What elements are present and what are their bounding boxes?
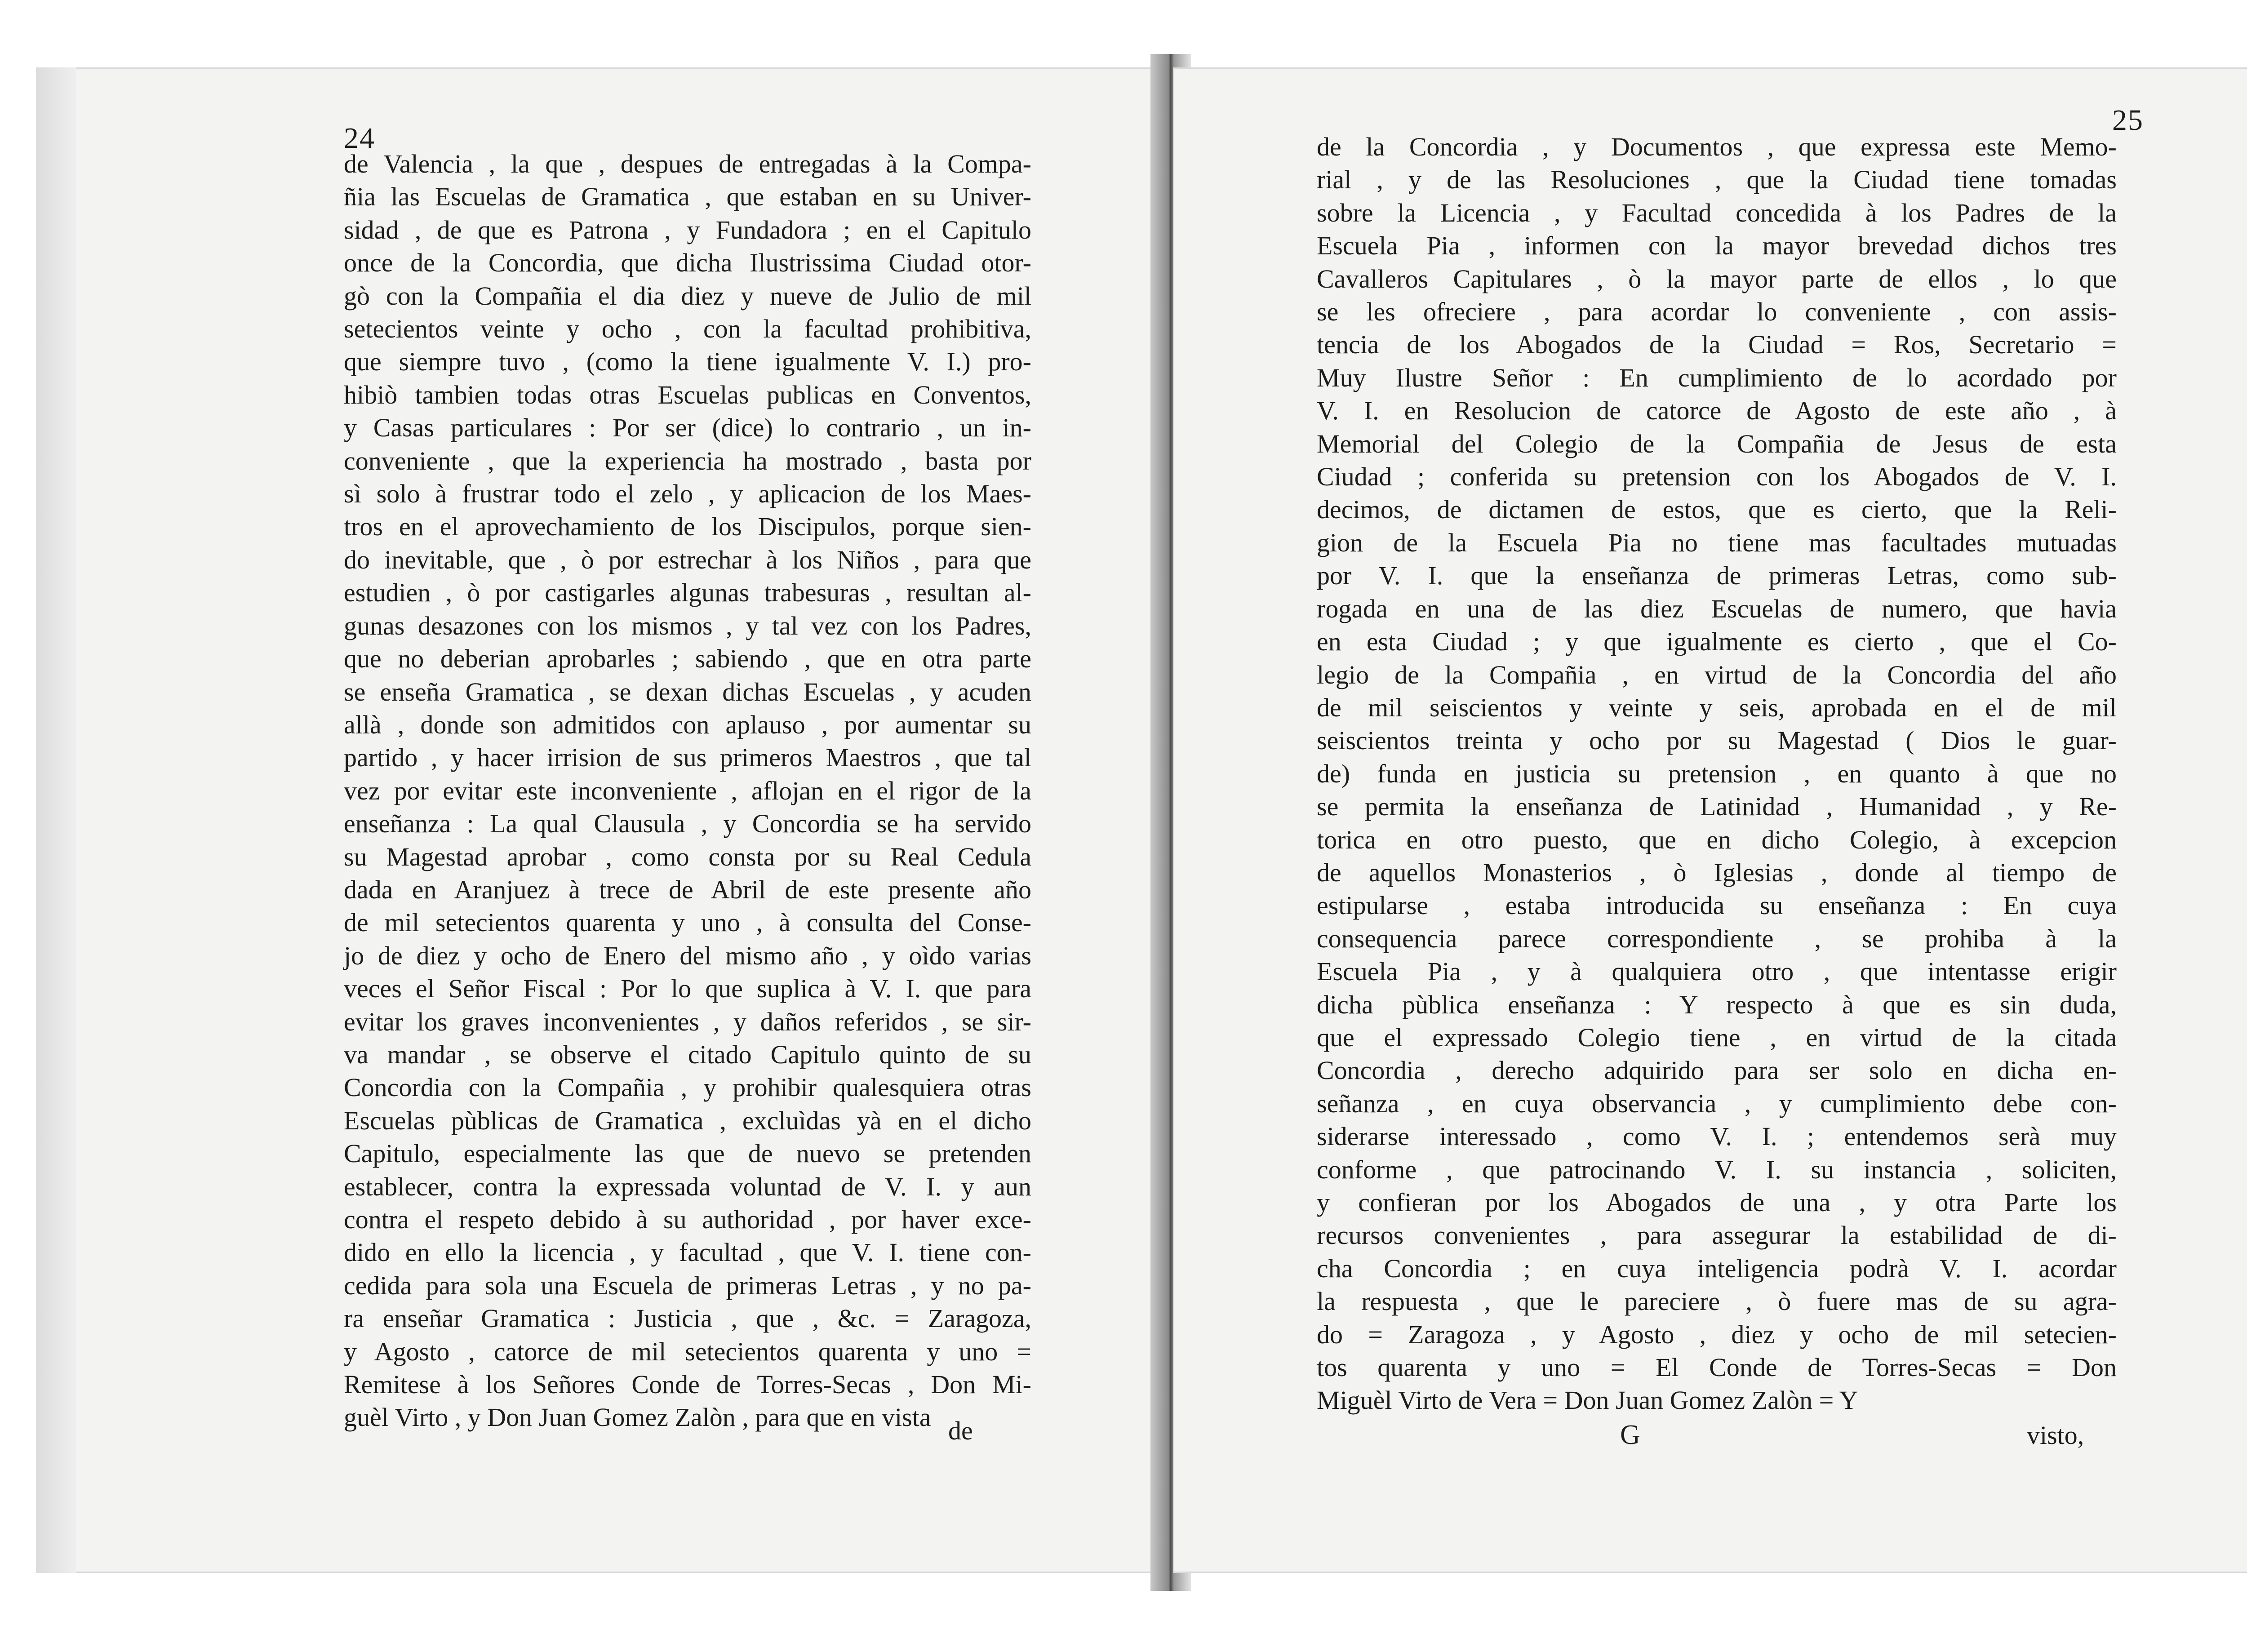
text-line: se les ofreciere , para acordar lo conveniente , con assis- xyxy=(1317,297,2117,327)
text-line: partido , y hacer irrision de sus primeros Maestros , que tal xyxy=(344,743,1031,773)
text-line: seiscientos treinta y ocho por su Magestad ( Dios le guar- xyxy=(1317,726,2117,755)
text-line: gion de la Escuela Pia no tiene mas facultades mutuadas xyxy=(1317,528,2117,557)
text-line: veces el Señor Fiscal : Por lo que suplica à V. I. que para xyxy=(344,974,1031,1004)
text-line: torica en otro puesto, que en dicho Colegio, à excepcion xyxy=(1317,825,2117,854)
text-line: Cavalleros Capitulares , ò la mayor parte de ellos , lo que xyxy=(1317,264,2117,293)
text-line: en esta Ciudad ; y que igualmente es cierto , que el Co- xyxy=(1317,627,2117,657)
text-line: cha Concordia ; en cuya inteligencia podrà V. I. acordar xyxy=(1317,1253,2117,1283)
text-line: Miguèl Virto de Vera = Don Juan Gomez Zalòn = Y xyxy=(1317,1386,1858,1415)
text-line: de aquellos Monasterios , ò Iglesias , donde al tiempo de xyxy=(1317,857,2117,887)
text-line: gunas desazones con los mismos , y tal vez con los Padres, xyxy=(344,611,1031,640)
text-line: do = Zaragoza , y Agosto , diez y ocho de mil setecien- xyxy=(1317,1319,2117,1349)
left-page-number: 24 xyxy=(344,122,375,155)
text-line: siderarse interessado , como V. I. ; entendemos serà muy xyxy=(1317,1122,2117,1151)
text-line: V. I. en Resolucion de catorce de Agosto de este año , à xyxy=(1317,396,2117,426)
text-line: allà , donde son admitidos con aplauso , por aumentar su xyxy=(344,710,1031,739)
text-line: Escuela Pia , y à qualquiera otro , que intentasse erigir xyxy=(1317,957,2117,986)
text-line: estipularse , estaba introducida su enseñanza : En cuya xyxy=(1317,891,2117,920)
text-line: consequencia parece correspondiente , se prohiba à la xyxy=(1317,924,2117,953)
left-catchword: de xyxy=(948,1416,973,1445)
text-line: setecientos veinte y ocho , con la facultad prohibitiva, xyxy=(344,314,1031,344)
text-line: Escuela Pia , informen con la mayor brevedad dichos tres xyxy=(1317,231,2117,261)
text-line: de) funda en justicia su pretension , en quanto à que no xyxy=(1317,759,2117,788)
text-line: sobre la Licencia , y Facultad concedida à los Padres de la xyxy=(1317,198,2117,227)
text-line: rogada en una de las diez Escuelas de numero, que havia xyxy=(1317,594,2117,623)
text-line: Capitulo, especialmente las que de nuevo se pretenden xyxy=(344,1139,1031,1168)
text-line: ra enseñar Gramatica : Justicia , que , &c. = Zaragoza, xyxy=(344,1304,1031,1333)
text-line: se permita la enseñanza de Latinidad , Humanidad , y Re- xyxy=(1317,792,2117,822)
text-line: Concordia , derecho adquirido para ser solo en dicha en- xyxy=(1317,1056,2117,1085)
signature-mark: G xyxy=(1620,1420,1640,1450)
text-line: Muy Ilustre Señor : En cumplimiento de lo acordado por xyxy=(1317,363,2117,392)
text-line: ñia las Escuelas de Gramatica , que estaban en su Univer- xyxy=(344,182,1031,212)
text-line: sì solo à frustrar todo el zelo , y aplicacion de los Maes- xyxy=(344,479,1031,509)
text-line: decimos, de dictamen de estos, que es cierto, que la Reli- xyxy=(1317,495,2117,524)
text-line: jo de diez y ocho de Enero del mismo año , y oìdo varias xyxy=(344,941,1031,970)
text-line: Ciudad ; conferida su pretension con los Abogados de V. I. xyxy=(1317,462,2117,492)
text-line: Memorial del Colegio de la Compañia de Jesus de esta xyxy=(1317,429,2117,458)
right-page-number: 25 xyxy=(2112,104,2144,137)
text-line: guèl Virto , y Don Juan Gomez Zalòn , para que en vista xyxy=(344,1403,931,1432)
text-line: dicha pùblica enseñanza : Y respecto à que es sin duda, xyxy=(1317,990,2117,1019)
text-line: Remitese à los Señores Conde de Torres-Secas , Don Mi- xyxy=(344,1370,1031,1399)
text-line: de Valencia , la que , despues de entregadas à la Compa- xyxy=(344,149,1031,178)
text-line: evitar los graves inconvenientes , y daños referidos , se sir- xyxy=(344,1007,1031,1036)
text-line: que el expressado Colegio tiene , en virtud de la citada xyxy=(1317,1022,2117,1052)
text-line: la respuesta , que le pareciere , ò fuere mas de su agra- xyxy=(1317,1287,2117,1316)
text-line: gò con la Compañia el dia diez y nueve de Julio de mil xyxy=(344,281,1031,311)
text-line: do inevitable, que , ò por estrechar à los Niños , para que xyxy=(344,545,1031,574)
text-line: su Magestad aprobar , como consta por su Real Cedula xyxy=(344,842,1031,871)
left-page xyxy=(36,67,1168,1573)
text-line: hibiò tambien todas otras Escuelas publicas en Conventos, xyxy=(344,380,1031,409)
text-line: se enseña Gramatica , se dexan dichas Escuelas , y acuden xyxy=(344,677,1031,706)
text-line: legio de la Compañia , en virtud de la Concordia del año xyxy=(1317,660,2117,689)
text-line: cedida para sola una Escuela de primeras Letras , y no pa- xyxy=(344,1270,1031,1300)
text-line: y confieran por los Abogados de una , y otra Parte los xyxy=(1317,1188,2117,1217)
text-line: por V. I. que la enseñanza de primeras Letras, como sub- xyxy=(1317,561,2117,591)
text-line: enseñanza : La qual Clausula , y Concordia se ha servido xyxy=(344,809,1031,839)
text-line: tros en el aprovechamiento de los Discipulos, porque sien- xyxy=(344,512,1031,542)
right-page-text xyxy=(1317,130,2117,1417)
text-line: vez por evitar este inconveniente , aflojan en el rigor de la xyxy=(344,776,1031,805)
text-line: conforme , que patrocinando V. I. su instancia , soliciten, xyxy=(1317,1155,2117,1184)
text-line: dido en ello la licencia , y facultad , que V. I. tiene con- xyxy=(344,1238,1031,1267)
text-line: once de la Concordia, que dicha Ilustrissima Ciudad otor- xyxy=(344,248,1031,278)
text-line: Escuelas pùblicas de Gramatica , excluìdas yà en el dicho xyxy=(344,1106,1031,1135)
text-line: de la Concordia , y Documentos , que expressa este Memo- xyxy=(1317,132,2117,161)
text-line: que no deberian aprobarles ; sabiendo , que en otra parte xyxy=(344,644,1031,674)
text-line: y Casas particulares : Por ser (dice) lo contrario , un in- xyxy=(344,413,1031,443)
text-line: de mil seiscientos y veinte y seis, aprobada en el de mil xyxy=(1317,693,2117,722)
text-line: recursos convenientes , para assegurar la estabilidad de di- xyxy=(1317,1221,2117,1250)
text-line: estudien , ò por castigarles algunas trabesuras , resultan al- xyxy=(344,578,1031,608)
text-line: tos quarenta y uno = El Conde de Torres-Secas = Don xyxy=(1317,1353,2117,1382)
text-line: que siempre tuvo , (como la tiene igualmente V. I.) pro- xyxy=(344,347,1031,377)
text-line: sidad , de que es Patrona , y Fundadora ; en el Capitulo xyxy=(344,215,1031,244)
text-line: tencia de los Abogados de la Ciudad = Ros, Secretario = xyxy=(1317,330,2117,360)
text-line: conveniente , que la experiencia ha mostrado , basta por xyxy=(344,446,1031,475)
text-line: de mil setecientos quarenta y uno , à consulta del Conse- xyxy=(344,908,1031,937)
text-line: rial , y de las Resoluciones , que la Ciudad tiene tomadas xyxy=(1317,165,2117,195)
text-line: y Agosto , catorce de mil setecientos quarenta y uno = xyxy=(344,1337,1031,1366)
left-page-text xyxy=(344,147,1031,1434)
right-catchword: visto, xyxy=(2027,1421,2084,1450)
right-page xyxy=(1173,67,2247,1573)
text-line: dada en Aranjuez à trece de Abril de este presente año xyxy=(344,875,1031,904)
text-line: Concordia con la Compañia , y prohibir qualesquiera otras xyxy=(344,1073,1031,1102)
text-line: señanza , en cuya observancia , y cumplimiento debe con- xyxy=(1317,1088,2117,1118)
text-line: va mandar , se observe el citado Capitulo quinto de su xyxy=(344,1039,1031,1069)
text-line: contra el respeto debido à su authoridad , por haver exce- xyxy=(344,1205,1031,1234)
text-line: establecer, contra la expressada voluntad de V. I. y aun xyxy=(344,1172,1031,1201)
